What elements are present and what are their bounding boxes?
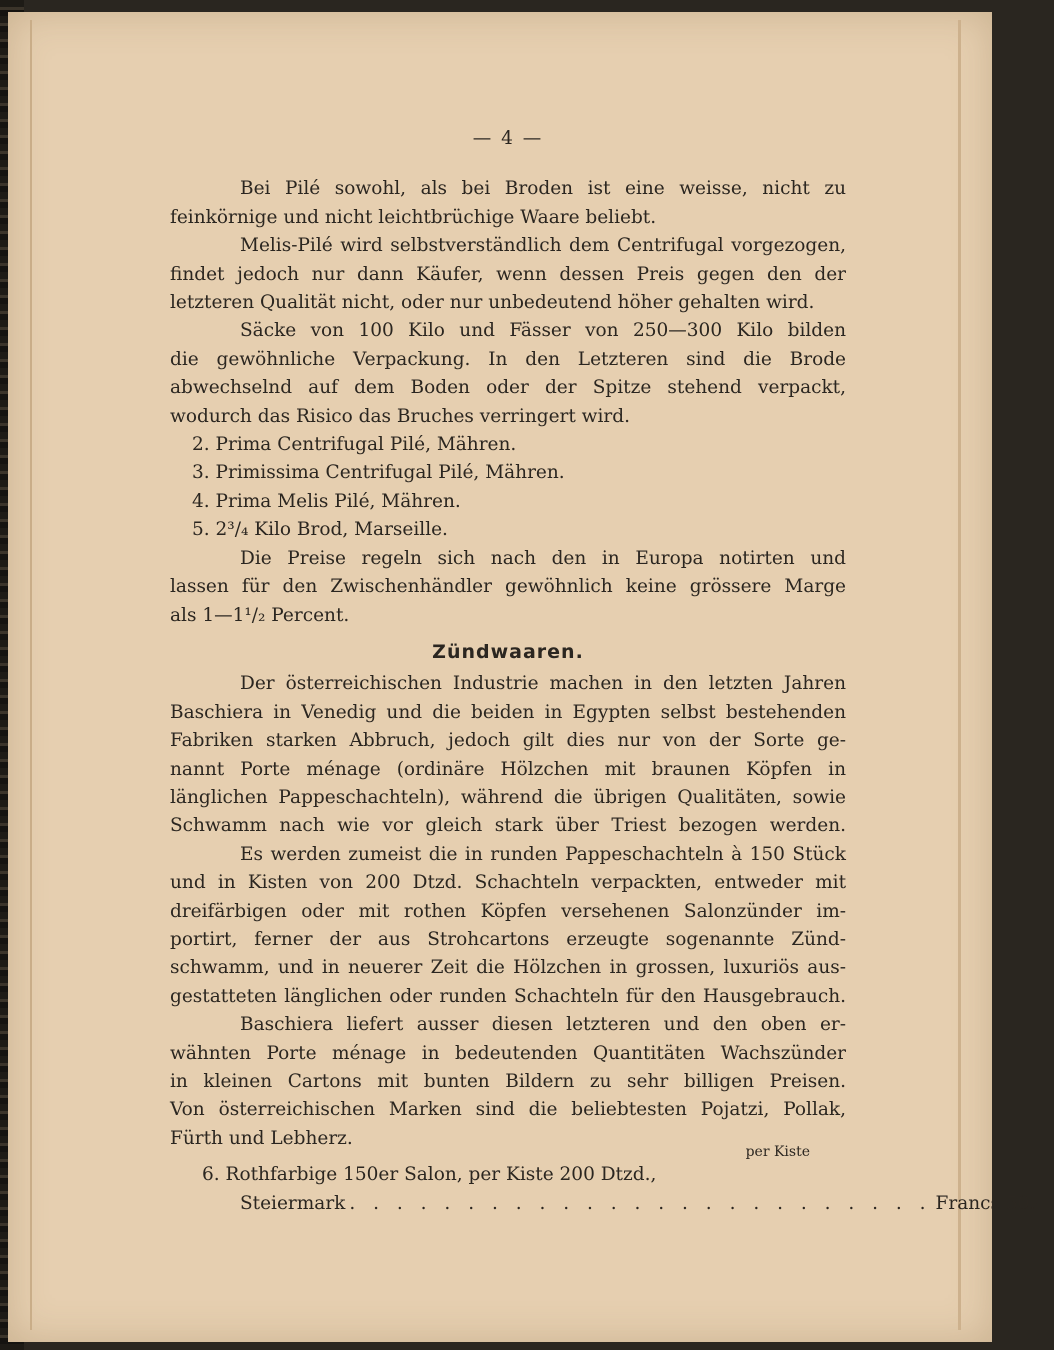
s1-p1-line2: feinkörnige und nicht leichtbrüchige Waare beliebt. [170,206,657,228]
s2-p3-line4: Von österreichischen Marken sind die beliebtesten Pojatzi, Pollak, [170,1099,846,1121]
list-item: 4. Prima Melis Pilé, Mähren. [192,490,461,512]
s2-p3-line5: Fürth und Lebherz. [170,1127,353,1149]
s2-p1-line1: Der österreichischen Industrie machen in den letzten Jahren [240,673,846,695]
s2-p2-line2: und in Kisten von 200 Dtzd. Schachteln verpackten, entweder mit [170,872,846,894]
s1-p3-line1: Säcke von 100 Kilo und Fässer von 250—300 Kilo bilden [240,320,846,342]
s2-p2-line4: portirt, ferner der aus Strohcartons erzeugte sogenannte Zünd- [170,928,846,950]
s2-p2-line5: schwamm, und in neuerer Zeit die Hölzchen in grossen, luxuriös aus- [170,957,846,979]
s1-p2-line2: findet jedoch nur dann Käufer, wenn dessen Preis gegen den der [170,263,846,285]
s2-p2-line6: gestatteten länglichen oder runden Schachteln für den Hausgebrauch. [170,985,846,1007]
s2-p1-line4: nannt Porte ménage (ordinäre Hölzchen mit braunen Köpfen in [170,758,846,780]
s1-p3-line3: abwechselnd auf dem Boden oder der Spitze stehend verpackt, [170,377,846,399]
list-item: 2. Prima Centrifugal Pilé, Mähren. [192,434,517,456]
s2-p1-line3: Fabriken starken Abbruch, jedoch gilt dies nur von der Sorte ge- [170,730,846,752]
page-text [170,125,1054,1218]
s2-p3-line1: Baschiera liefert ausser diesen letzteren und den oben er- [240,1014,846,1036]
s2-p1-line2: Baschiera in Venedig und die beiden in Egypten selbst bestehenden [170,701,846,723]
s2-p2-line3: dreifärbigen oder mit rothen Köpfen versehenen Salonzünder im- [170,900,846,922]
price-column-header: per Kiste [745,1144,810,1161]
leader-dots: . . . . . . . . . . . . . . . . . . . . . . . . . [349,1192,932,1214]
price-item-origin: Steiermark [240,1192,346,1214]
list-item: 5. 2³/₄ Kilo Brod, Marseille. [192,519,448,541]
s1-p3-line4: wodurch das Risico das Bruches verringert wird. [170,405,630,427]
page-gutter [30,20,32,1330]
s2-p1-line5: länglichen Pappeschachteln), während die übrigen Qualitäten, sowie [170,786,846,808]
price-value: Francs 50.— [935,1192,1054,1214]
s2-p3-line2: wähnten Porte ménage in bedeutenden Quantitäten Wachszünder [170,1042,846,1064]
page-fold [958,20,961,1330]
s1-p3-line2: die gewöhnliche Verpackung. In den Letzteren sind die Brode [170,348,846,370]
s1-p4-line1: Die Preise regeln sich nach den in Europa notirten und [240,547,846,569]
s1-p4-line3: als 1—1¹/₂ Percent. [170,604,350,626]
s1-p2-line1: Melis-Pilé wird selbstverständlich dem Centrifugal vorgezogen, [240,235,846,257]
s1-p2-line3: letzteren Qualität nicht, oder nur unbedeutend höher gehalten wird. [170,292,815,314]
s1-p1-line1: Bei Pilé sowohl, als bei Broden ist eine weisse, nicht zu [240,178,846,200]
s2-p3-line3: in kleinen Cartons mit bunten Bildern zu sehr billigen Preisen. [170,1071,846,1092]
price-item-line1: 6. Rothfarbige 150er Salon, per Kiste 200 Dtzd., [202,1164,657,1186]
s2-p1-line6: Schwamm nach wie vor gleich stark über Triest bezogen werden. [170,815,846,837]
s1-p4-line2: lassen für den Zwischenhändler gewöhnlich keine grössere Marge [170,576,846,598]
list-item: 3. Primissima Centrifugal Pilé, Mähren. [192,462,565,484]
page-number: — 4 — [472,128,544,149]
price-item-line2 [170,1190,1054,1218]
section-heading: Zündwaaren. [432,640,584,663]
s2-p2-line1: Es werden zumeist die in runden Pappeschachteln à 150 Stück [240,843,846,865]
